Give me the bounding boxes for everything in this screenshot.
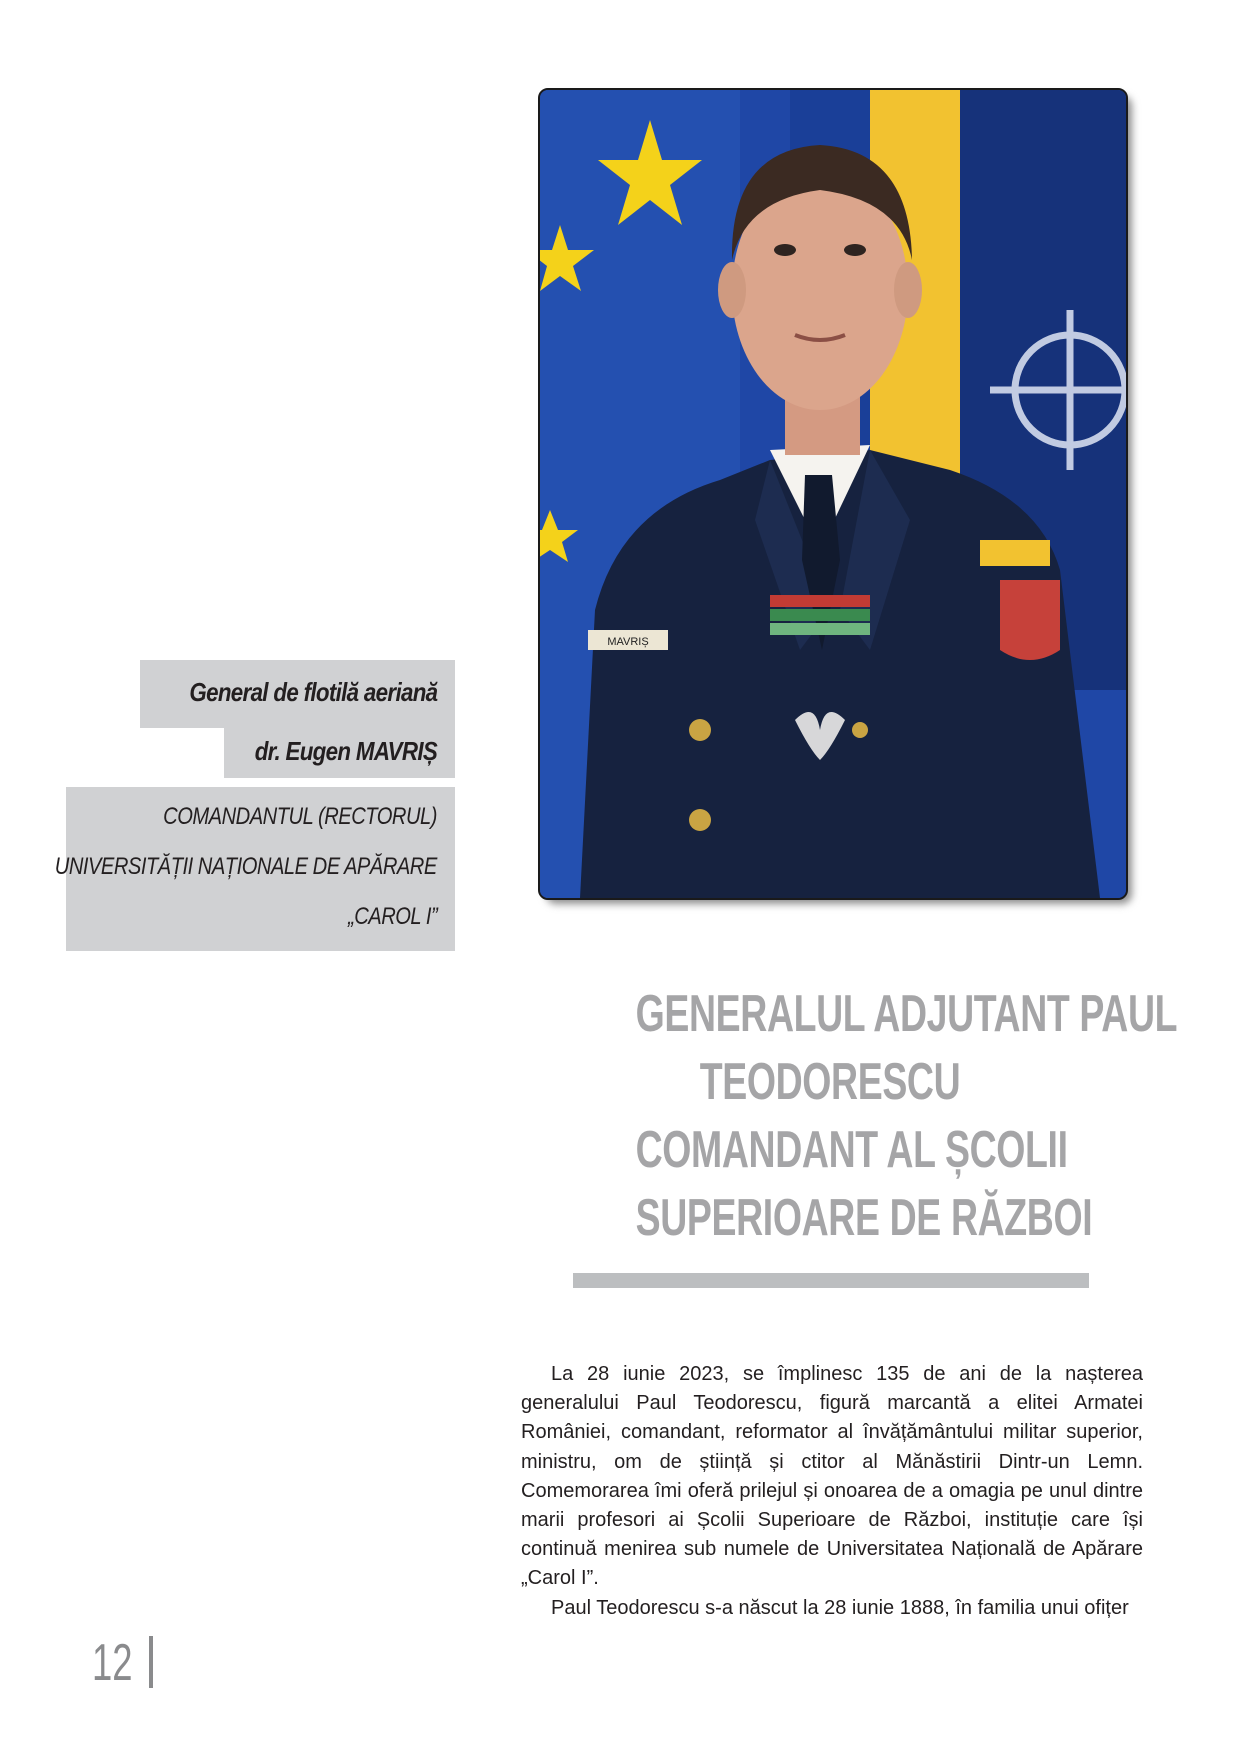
title-divider-bar [573, 1273, 1089, 1288]
portrait-illustration [540, 90, 1126, 898]
article-title-line-4: SUPERIOARE DE RĂZBOI [635, 1189, 1093, 1247]
author-name-box [140, 660, 455, 728]
article-title-line-3: COMANDANT AL ȘCOLII [635, 1121, 1068, 1179]
author-role-line-1: COMANDANTUL (RECTORUL) [163, 803, 437, 830]
article-paragraph-2: Paul Teodorescu s-a născut la 28 iunie 1888, în familia unui ofițer [551, 1596, 1129, 1619]
author-name-box-lower [224, 728, 455, 778]
author-rank: General de flotilă aeriană [188, 677, 437, 707]
article-paragraph-1: La 28 iunie 2023, se împlinesc 135 de ani de la nașterea generalului Paul Teodorescu, figură marcantă a elitei Armatei României, comandant, reformator al învățământului militar superior, ministru, om de știință și ctitor al Mănăstirii Dintr-un Lemn. Comemorarea îmi oferă prilejul și onoarea de a omagia pe unul dintre marii profesori ai Școlii Superioare de Război, instituție care își continuă menirea sub numele de Universitatea Națională de Apărare „Carol I”. [521, 1363, 1143, 1590]
article-title [560, 980, 1178, 1252]
author-role-line-2: UNIVERSITĂȚII NAȚIONALE DE APĂRARE [54, 853, 437, 880]
uniform-name-tag: MAVRIȘ [607, 636, 649, 648]
page-number: 12 [92, 1634, 133, 1692]
article-body [521, 1360, 1143, 1623]
author-role-box [54, 787, 455, 951]
author-portrait-photo [538, 88, 1128, 900]
article-title-line-1: GENERALUL ADJUTANT PAUL [635, 985, 1178, 1043]
author-role-line-3: „CAROL I” [347, 903, 437, 930]
page-number-separator [149, 1636, 153, 1688]
article-title-line-2: TEODORESCU [699, 1053, 961, 1111]
author-name: dr. Eugen MAVRIȘ [254, 736, 437, 766]
